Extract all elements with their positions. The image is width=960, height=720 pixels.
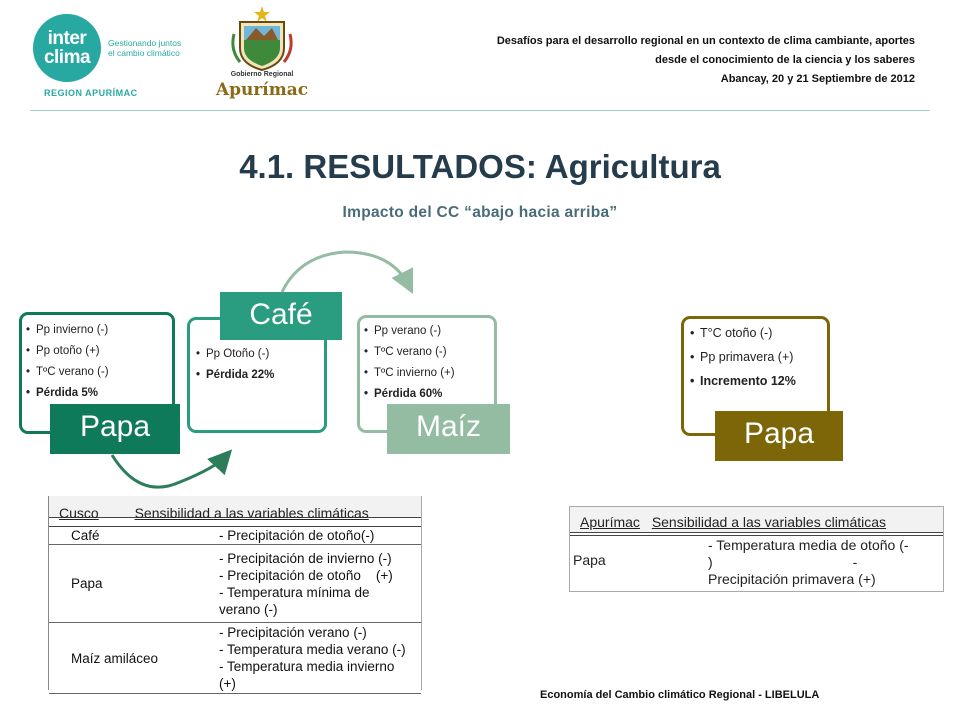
apurimac-table-header bbox=[570, 507, 943, 533]
sensitivity-line: (+) bbox=[219, 676, 236, 691]
sensitivity-line: - Precipitación de invierno (-) bbox=[219, 550, 392, 566]
sensitivity-cell bbox=[218, 527, 421, 545]
sensitivity-fragment: ) bbox=[708, 554, 713, 570]
sensitivity-line: - Precipitación de otoño (+) bbox=[219, 567, 393, 583]
card-cafe-item: • Pérdida 22% bbox=[196, 365, 324, 386]
sensitivity-line: - Precipitación de otoño(-) bbox=[219, 528, 375, 543]
crop-cell: Café bbox=[71, 528, 100, 543]
tag-papa: Papa bbox=[50, 404, 180, 454]
sensitivity-line: Precipitación primavera (+) bbox=[708, 571, 876, 587]
tag-maiz: Maíz bbox=[387, 404, 510, 454]
table-row bbox=[49, 623, 421, 694]
apurimac-sensitivity-cell bbox=[708, 537, 940, 588]
sensitivity-line: verano (-) bbox=[219, 601, 278, 617]
card-maiz-item: • TºC verano (-) bbox=[364, 342, 494, 363]
cusco-table-header bbox=[49, 496, 421, 521]
sensitivity-line: - Temperatura media de otoño (- bbox=[708, 537, 909, 553]
apurimac-crop-cell: Papa bbox=[573, 552, 606, 568]
logo-tagline-1: Gestionando juntos bbox=[108, 38, 182, 48]
card-papa-item: • Pp otoño (+) bbox=[26, 341, 172, 362]
card-papa2-item: • Pp primavera (+) bbox=[690, 345, 827, 369]
apurimac-sensitivity-table bbox=[569, 506, 944, 592]
card-papa-item: • Pérdida 5% bbox=[26, 383, 172, 404]
sensitivity-line: - Temperatura media verano (-) bbox=[219, 642, 406, 657]
logo-tagline-2: el cambio climático bbox=[108, 48, 180, 58]
apurimac-header-label: Sensibilidad a las variables climáticas bbox=[651, 514, 887, 530]
gobierno-regional-name: Apurímac bbox=[215, 80, 309, 100]
card-papa-item: • TºC verano (-) bbox=[26, 362, 172, 383]
header-line-2: desde el conocimiento de la ciencia y los saberes bbox=[655, 54, 915, 66]
card-cafe-item: • Pp Otoño (-) bbox=[196, 344, 324, 365]
tag-papa-apurimac: Papa bbox=[715, 411, 843, 461]
card-papa2-item: • Incremento 12% bbox=[690, 369, 827, 393]
table-row bbox=[49, 527, 421, 545]
arrow-papa-to-cafe bbox=[112, 455, 226, 487]
sensitivity-cell bbox=[218, 623, 421, 694]
apurimac-header-region: Apurímac bbox=[580, 514, 640, 530]
arrow-cafe-to-maiz bbox=[282, 252, 409, 292]
card-maiz-item: • Pp verano (-) bbox=[364, 321, 494, 342]
cusco-sensitivity-table bbox=[48, 496, 422, 690]
cusco-header-region: Cusco bbox=[59, 505, 99, 521]
card-papa-item: • Pp invierno (-) bbox=[26, 320, 172, 341]
region-label: REGION APURÍMAC bbox=[44, 88, 138, 98]
card-maiz-item: • Pérdida 60% bbox=[364, 384, 494, 405]
crop-cell: Maíz amiláceo bbox=[71, 650, 159, 666]
sensitivity-fragment: - bbox=[852, 554, 858, 570]
sensitivity-line bbox=[708, 554, 940, 571]
table-row bbox=[49, 545, 421, 623]
header-line-3: Abancay, 20 y 21 Septiembre de 2012 bbox=[720, 73, 915, 85]
page-title: 4.1. RESULTADOS: Agricultura bbox=[239, 148, 721, 185]
sensitivity-line: - Precipitación verano (-) bbox=[219, 625, 367, 640]
logo-text-inter: inter bbox=[47, 28, 87, 49]
cusco-table-body bbox=[49, 526, 421, 694]
crop-cell: Papa bbox=[71, 576, 103, 591]
sensitivity-line: - Temperatura mínima de bbox=[219, 584, 370, 600]
card-maiz-item: • TºC invierno (+) bbox=[364, 363, 494, 384]
gobierno-regional-label: Gobierno Regional bbox=[230, 71, 294, 78]
sensitivity-cell bbox=[218, 545, 421, 623]
tag-cafe: Café bbox=[220, 292, 342, 340]
card-papa2-item: • T°C otoño (-) bbox=[690, 321, 827, 345]
logo-text-clima: clima bbox=[43, 47, 91, 68]
cusco-header-label: Sensibilidad a las variables climáticas bbox=[134, 505, 369, 521]
header-line-1: Desafíos para el desarrollo regional en un contexto de clima cambiante, aportes bbox=[496, 35, 915, 47]
sensitivity-line: - Temperatura media invierno bbox=[219, 659, 395, 674]
apurimac-table-rule bbox=[570, 535, 943, 536]
footer-credit: Economía del Cambio climático Regional - LIBELULA bbox=[540, 689, 820, 701]
page-subtitle: Impacto del CC “abajo hacia arriba” bbox=[342, 204, 618, 221]
